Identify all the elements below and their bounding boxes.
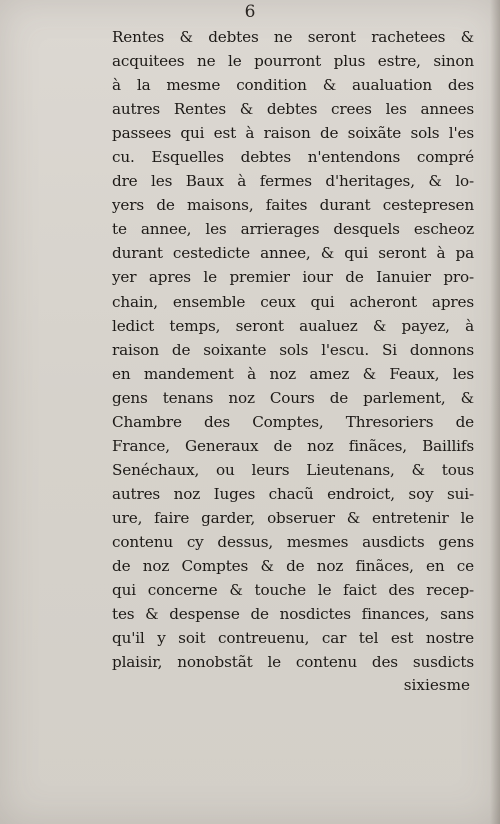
body-text: [112, 25, 474, 674]
text-line: acquitees ne le pourront plus estre, sinon: [112, 52, 474, 71]
catchword: sixiesme: [403, 676, 470, 694]
text-line: cu. Esquelles debtes n'entendons compré: [112, 148, 474, 167]
text-line: en mandement à noz amez & Feaux, les: [112, 364, 474, 383]
text-line: chain, ensemble ceux qui acheront apres: [112, 292, 474, 311]
text-line: à la mesme condition & aualuation des: [112, 76, 474, 95]
text-line: autres Rentes & debtes crees les annees: [112, 100, 474, 119]
text-line: qui concerne & touche le faict des recep-: [112, 581, 474, 600]
text-line: gens tenans noz Cours de parlement, &: [112, 388, 474, 407]
text-line: Chambre des Comptes, Thresoriers de: [112, 412, 474, 431]
text-line: ledict temps, seront aualuez & payez, à: [112, 316, 474, 335]
text-line: ure, faire garder, obseruer & entretenir le: [112, 508, 474, 527]
text-line: plaisir, nonobstãt le contenu des susdicts: [112, 653, 474, 672]
text-line: de noz Comptes & de noz finãces, en ce: [112, 557, 474, 576]
text-line: yer apres le premier iour de Ianuier pro-: [112, 268, 474, 287]
text-line: te annee, les arrierages desquels escheoz: [112, 220, 474, 239]
text-line: raison de soixante sols l'escu. Si donnons: [112, 340, 474, 359]
text-line: dre les Baux à fermes d'heritages, & lo-: [112, 172, 474, 191]
text-line: France, Generaux de noz finãces, Baillifs: [112, 436, 474, 455]
text-line: passees qui est à raison de soixãte sols l'es: [112, 124, 474, 143]
text-line: autres noz Iuges chacũ endroict, soy sui-: [112, 484, 474, 503]
text-line: tes & despense de nosdictes finances, sans: [112, 605, 474, 624]
page-number: 6: [244, 2, 256, 22]
text-line: yers de maisons, faites durant cestepresen: [112, 196, 474, 215]
text-line: Rentes & debtes ne seront rachetees &: [112, 28, 474, 46]
page-edge-shadow: [490, 0, 500, 824]
text-line: Senéchaux, ou leurs Lieutenans, & tous: [112, 460, 474, 479]
text-line: qu'il y soit contreuenu, car tel est nostre: [112, 629, 474, 648]
text-line: durant cestedicte annee, & qui seront à pa: [112, 244, 474, 263]
text-line: contenu cy dessus, mesmes ausdicts gens: [112, 532, 474, 551]
